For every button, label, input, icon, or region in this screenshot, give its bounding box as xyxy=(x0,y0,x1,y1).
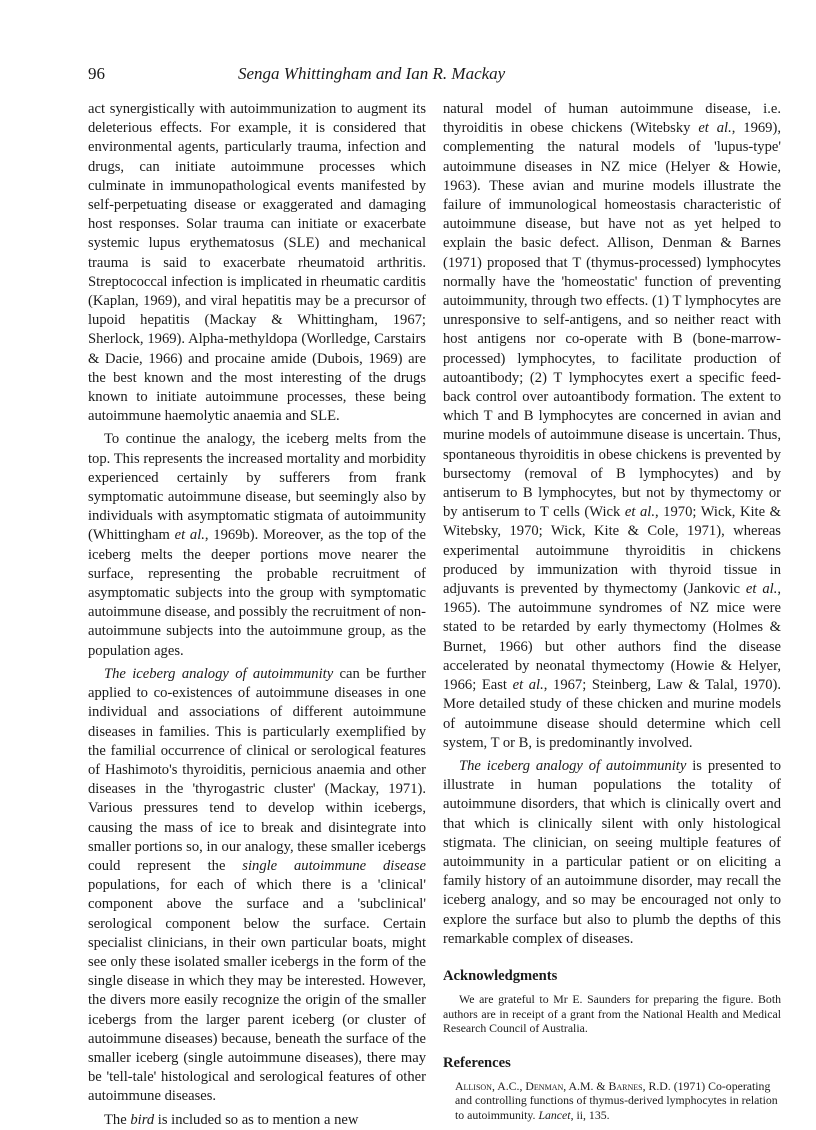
paragraph: The iceberg analogy of autoimmunity is presented to illustrate in human populations the totality of autoimmune disorders, that which is clinically overt and that which is clinically silent with only histological stigmata. The clinician, on seeing multiple features of autoimmunity in a particular patient or on eliciting a family history of an autoimmune disorder, may recall the iceberg analogy, and so may be encouraged not only to explore the surface but also to plumb the depths of this remarkable complex of diseases. xyxy=(443,757,781,947)
paragraph: To continue the analogy, the iceberg melts from the top. This represents the increased mortality and morbidity experienced certainly by sufferers from frank symptomatic autoimmune disease, but seemingly also by individuals with asymptomatic stigmata of autoimmunity (Whittingham et al., 1969b). Moreover, as the top of the iceberg melts the deeper portions move nearer the surface, representing the probable recruitment of asymptomatic subjects into the group with symptomatic autoimmune disease, and possibly the recruitment of non-autoimmune subjects into the autoimmune group, as the population ages. xyxy=(88,431,427,659)
paragraph: The iceberg analogy of autoimmunity can be further applied to co-existences of autoimmune diseases in one individual and associations of different autoimmune diseases in families. This is particularly exemplified by the familial occurrence of clinical or serological features of Hashimoto's thyroiditis, pernicious anaemia and other diseases in the 'thyrogastric cluster' (Mackay, 1971). Various pressures tend to develop within icebergs, causing the mass of ice to break and disintegrate into smaller portions so, in our analogy, these smaller icebergs could represent the single autoimmune disease populations, for each of which there is a 'clinical' component above the surface and a 'subclinical' serological component below the surface. Certain specialist clinicians, in their own particular boats, might see only these isolated smaller icebergs in the form of the single disease in which they may be interested. However, the divers more easily recognize the origin of the smaller icebergs from the larger parent iceberg (or cluster of autoimmune diseases) because, beneath the surface of the smaller iceberg (single autoimmune diseases), there may be 'tell-tale' histological and serological features of other autoimmune diseases. xyxy=(88,665,426,1105)
references-heading: References xyxy=(443,1054,511,1071)
acknowledgments-text: We are grateful to Mr E. Saunders for preparing the figure. Both authors are in receipt of a grant from the National Health and Medical Research Council of Australia. xyxy=(443,992,781,1036)
paragraph: natural model of human autoimmune disease, i.e. thyroiditis in obese chickens (Witebsky et al., 1969), complementing the natural models of 'lupus-type' autoimmune diseases in NZ mice (Helyer & Howie, 1963). These avian and murine models illustrate the failure of immunological homeostasis characteristic of autoimmune disease, but have not as yet helped to explain the basic defect. Allison, Denman & Barnes (1971) proposed that T (thymus-processed) lymphocytes normally have the 'homeostatic' function of preventing autoimmunity, through two effects. (1) T lymphocytes are unresponsive to self-antigens, and so neither react with host antigens nor co-operate with B (bone-marrow-processed) lymphocytes, to facilitate production of autoantibody; (2) T lymphocytes exert a specific feed-back control over autoantibody formation. The extent to which T and B lymphocytes are concerned in avian and murine models of autoimmune disease is uncertain. Thus, spontaneous thyroiditis in obese chickens is prevented by bursectomy (removal of B lymphocytes) and by antiserum to B lymphocytes, but not by thymectomy or by antiserum to T cells (Wick et al., 1970; Wick, Kite & Witebsky, 1970; Wick, Kite & Cole, 1971), whereas experimental autoimmune thyroiditis in chickens produced by immunization with thyroid tissue in adjuvants is prevented by thymectomy (Jankovic et al., 1965). The autoimmune syndromes of NZ mice were stated to be retarded by early thymectomy (Holmes & Burnet, 1966) but other authors find the disease accelerated by neonatal thymectomy (Howie & Helyer, 1966; East et al., 1967; Steinberg, Law & Talal, 1970). More detailed study of these chicken and murine models of autoimmune disease should determine which cell system, T or B, is predominantly involved. xyxy=(443,101,781,751)
page-number: 96 xyxy=(88,64,105,83)
right-column xyxy=(443,100,781,1122)
acknowledgments-heading: Acknowledgments xyxy=(443,967,558,984)
reference-item: Allison, A.C., Denman, A.M. & Barnes, R.D. (1971) Co-operating and controlling functions of thymus-derived lymphocytes in relation to autoimmunity. Lancet, ii, 135. xyxy=(455,1078,778,1122)
left-column xyxy=(88,100,426,1130)
paragraph: act synergistically with autoimmunization to augment its deleterious effects. For example, it is considered that environmental agents, particularly trauma, infection and drugs, can initiate autoimmune processes which culminate in immunopathological events manifested by self-perpetuating disease or exaggerated and damaging host responses. Solar trauma can initiate or exacerbate systemic lupus erythematosus (SLE) and mechanical trauma is said to exacerbate rheumatoid arthritis. Streptococcal infection is implicated in rheumatic carditis (Kaplan, 1969), and viral hepatitis may be a precursor of lupoid hepatitis (Mackay & Whittingham, 1967; Sherlock, 1969). Alpha-methyldopa (Worlledge, Carstairs & Dacie, 1966) and procaine amide (Dubois, 1969) are the best known and the most interesting of the drugs known to initiate autoimmune processes, these being autoimmune haemolytic anaemia and SLE. xyxy=(88,101,426,425)
running-title: Senga Whittingham and Ian R. Mackay xyxy=(238,64,506,83)
page-header xyxy=(88,64,780,88)
paragraph: The bird is included so as to mention a new xyxy=(104,1111,359,1128)
